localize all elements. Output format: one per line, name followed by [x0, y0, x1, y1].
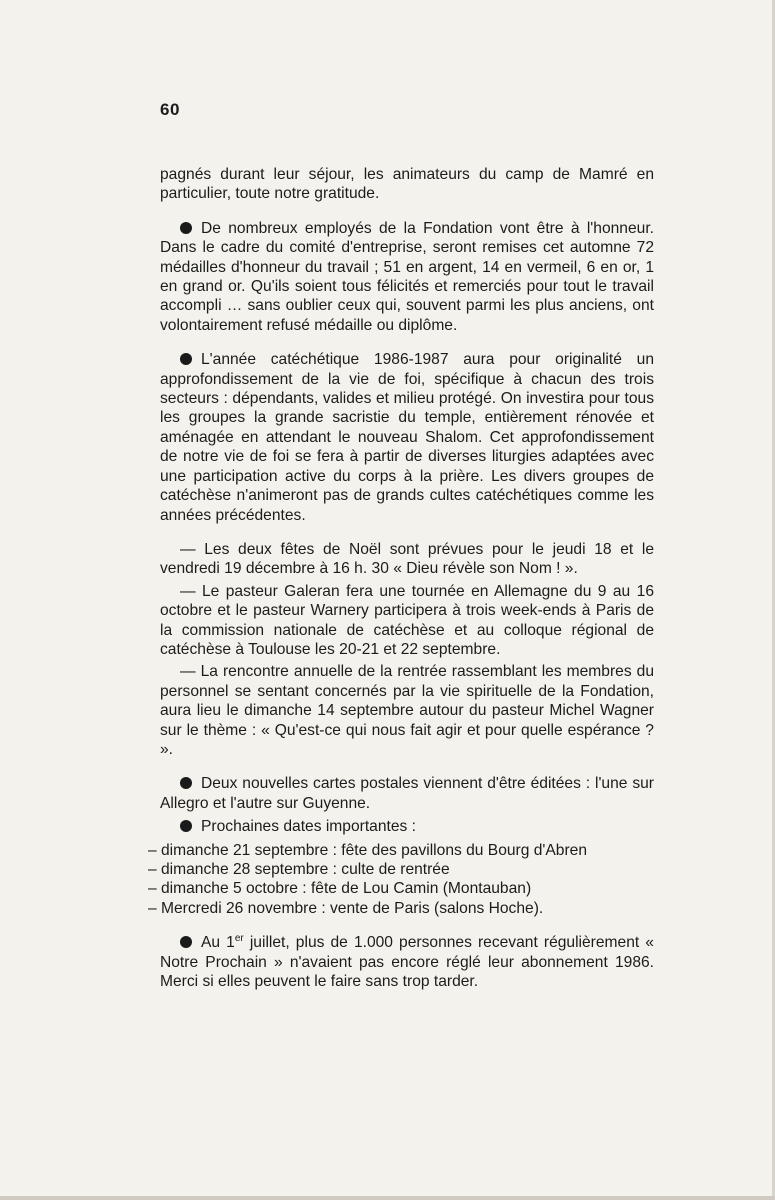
medals-text: De nombreux employés de la Fondation vont être à l'honneur. Dans le cadre du comité d'entreprise, seront remises cet automne 72 médailles d'honneur du travail ; 51 en argent, 14 en vermeil, 6 en or, 1 en grand or. Qu'ils soient tous félicités et remerciés pour tout le travail accompli … sans oublier ceux qui, souvent parmi les plus anciens, ont volontairement refusé médaille ou diplôme.	[160, 219, 654, 334]
list-item: – Mercredi 26 novembre : vente de Paris (salons Hoche).	[148, 899, 544, 917]
list-item: – dimanche 21 septembre : fête des pavillons du Bourg d'Abren	[148, 841, 588, 859]
list-item: – dimanche 28 septembre : culte de rentrée	[148, 861, 450, 878]
bullet-icon	[180, 222, 192, 234]
prochaines-dates-title	[160, 817, 654, 836]
catechetic-paragraph	[160, 350, 654, 525]
bullet-icon	[180, 936, 192, 948]
abonnement-prefix: Au 1	[201, 934, 235, 952]
cartes-text: Deux nouvelles cartes postales viennent d'être éditées : l'une sur Allegro et l'autre sur Guyenne.	[160, 775, 654, 812]
abonnement-text: juillet, plus de 1.000 personnes recevant régulièrement « Notre Prochain » n'avaient pas encore réglé leur abonnement 1986. Merci si elles peuvent le faire sans trop tarder.	[160, 934, 654, 991]
catechetic-text: L'année catéchétique 1986-1987 aura pour originalité un approfondissement de la vie de foi, spécifique à chacun des trois secteurs : dépendants, valides et milieu protégé. On investira pour tous les groupes la grande sacristie du temple, entièrement rénovée et aménagée en attendant le nouveau Shalom. Cet approfondissement de notre vie de foi se fera à partir de diverses liturgies adaptées avec une participation active du corps à la prière. Les divers groupes de catéchèse n'animeront pas de grands cultes catéchétiques comme les années précédentes.	[160, 351, 654, 524]
medals-paragraph	[160, 219, 654, 335]
rencontre-paragraph: — La rencontre annuelle de la rentrée rassemblant les membres du personnel se sentant concernés par la vie spirituelle de la Fondation, aura lieu le dimanche 14 septembre autour du pasteur Michel Wagner sur le thème : « Qu'est-ce qui nous fait agir et pour quelle espérance ? ».	[160, 663, 654, 758]
page-number: 60	[160, 100, 180, 119]
page-body	[148, 165, 654, 1006]
abonnement-sup: er	[234, 933, 244, 945]
dates-list	[148, 841, 654, 919]
noel-paragraph: — Les deux fêtes de Noël sont prévues pour le jeudi 18 et le vendredi 19 décembre à 16 h. 30 « Dieu révèle son Nom ! ».	[160, 540, 654, 578]
bullet-icon	[180, 353, 192, 365]
prochaines-dates-text: Prochaines dates importantes :	[201, 818, 416, 836]
bullet-icon	[180, 820, 192, 832]
intro-paragraph: pagnés durant leur séjour, les animateurs du camp de Mamré en particulier, toute notre gratitude.	[160, 166, 654, 203]
abonnement-paragraph	[160, 933, 654, 991]
galeran-paragraph: — Le pasteur Galeran fera une tournée en Allemagne du 9 au 16 octobre et le pasteur Warnery participera à trois week-ends à Paris de la commission nationale de catéchèse et au colloque régional de catéchèse à Toulouse les 20-21 et 22 septembre.	[160, 582, 654, 658]
page-bottom-edge	[0, 1196, 775, 1200]
bullet-icon	[180, 777, 192, 789]
cartes-paragraph	[160, 774, 654, 813]
list-item: – dimanche 5 octobre : fête de Lou Camin (Montauban)	[148, 880, 532, 898]
